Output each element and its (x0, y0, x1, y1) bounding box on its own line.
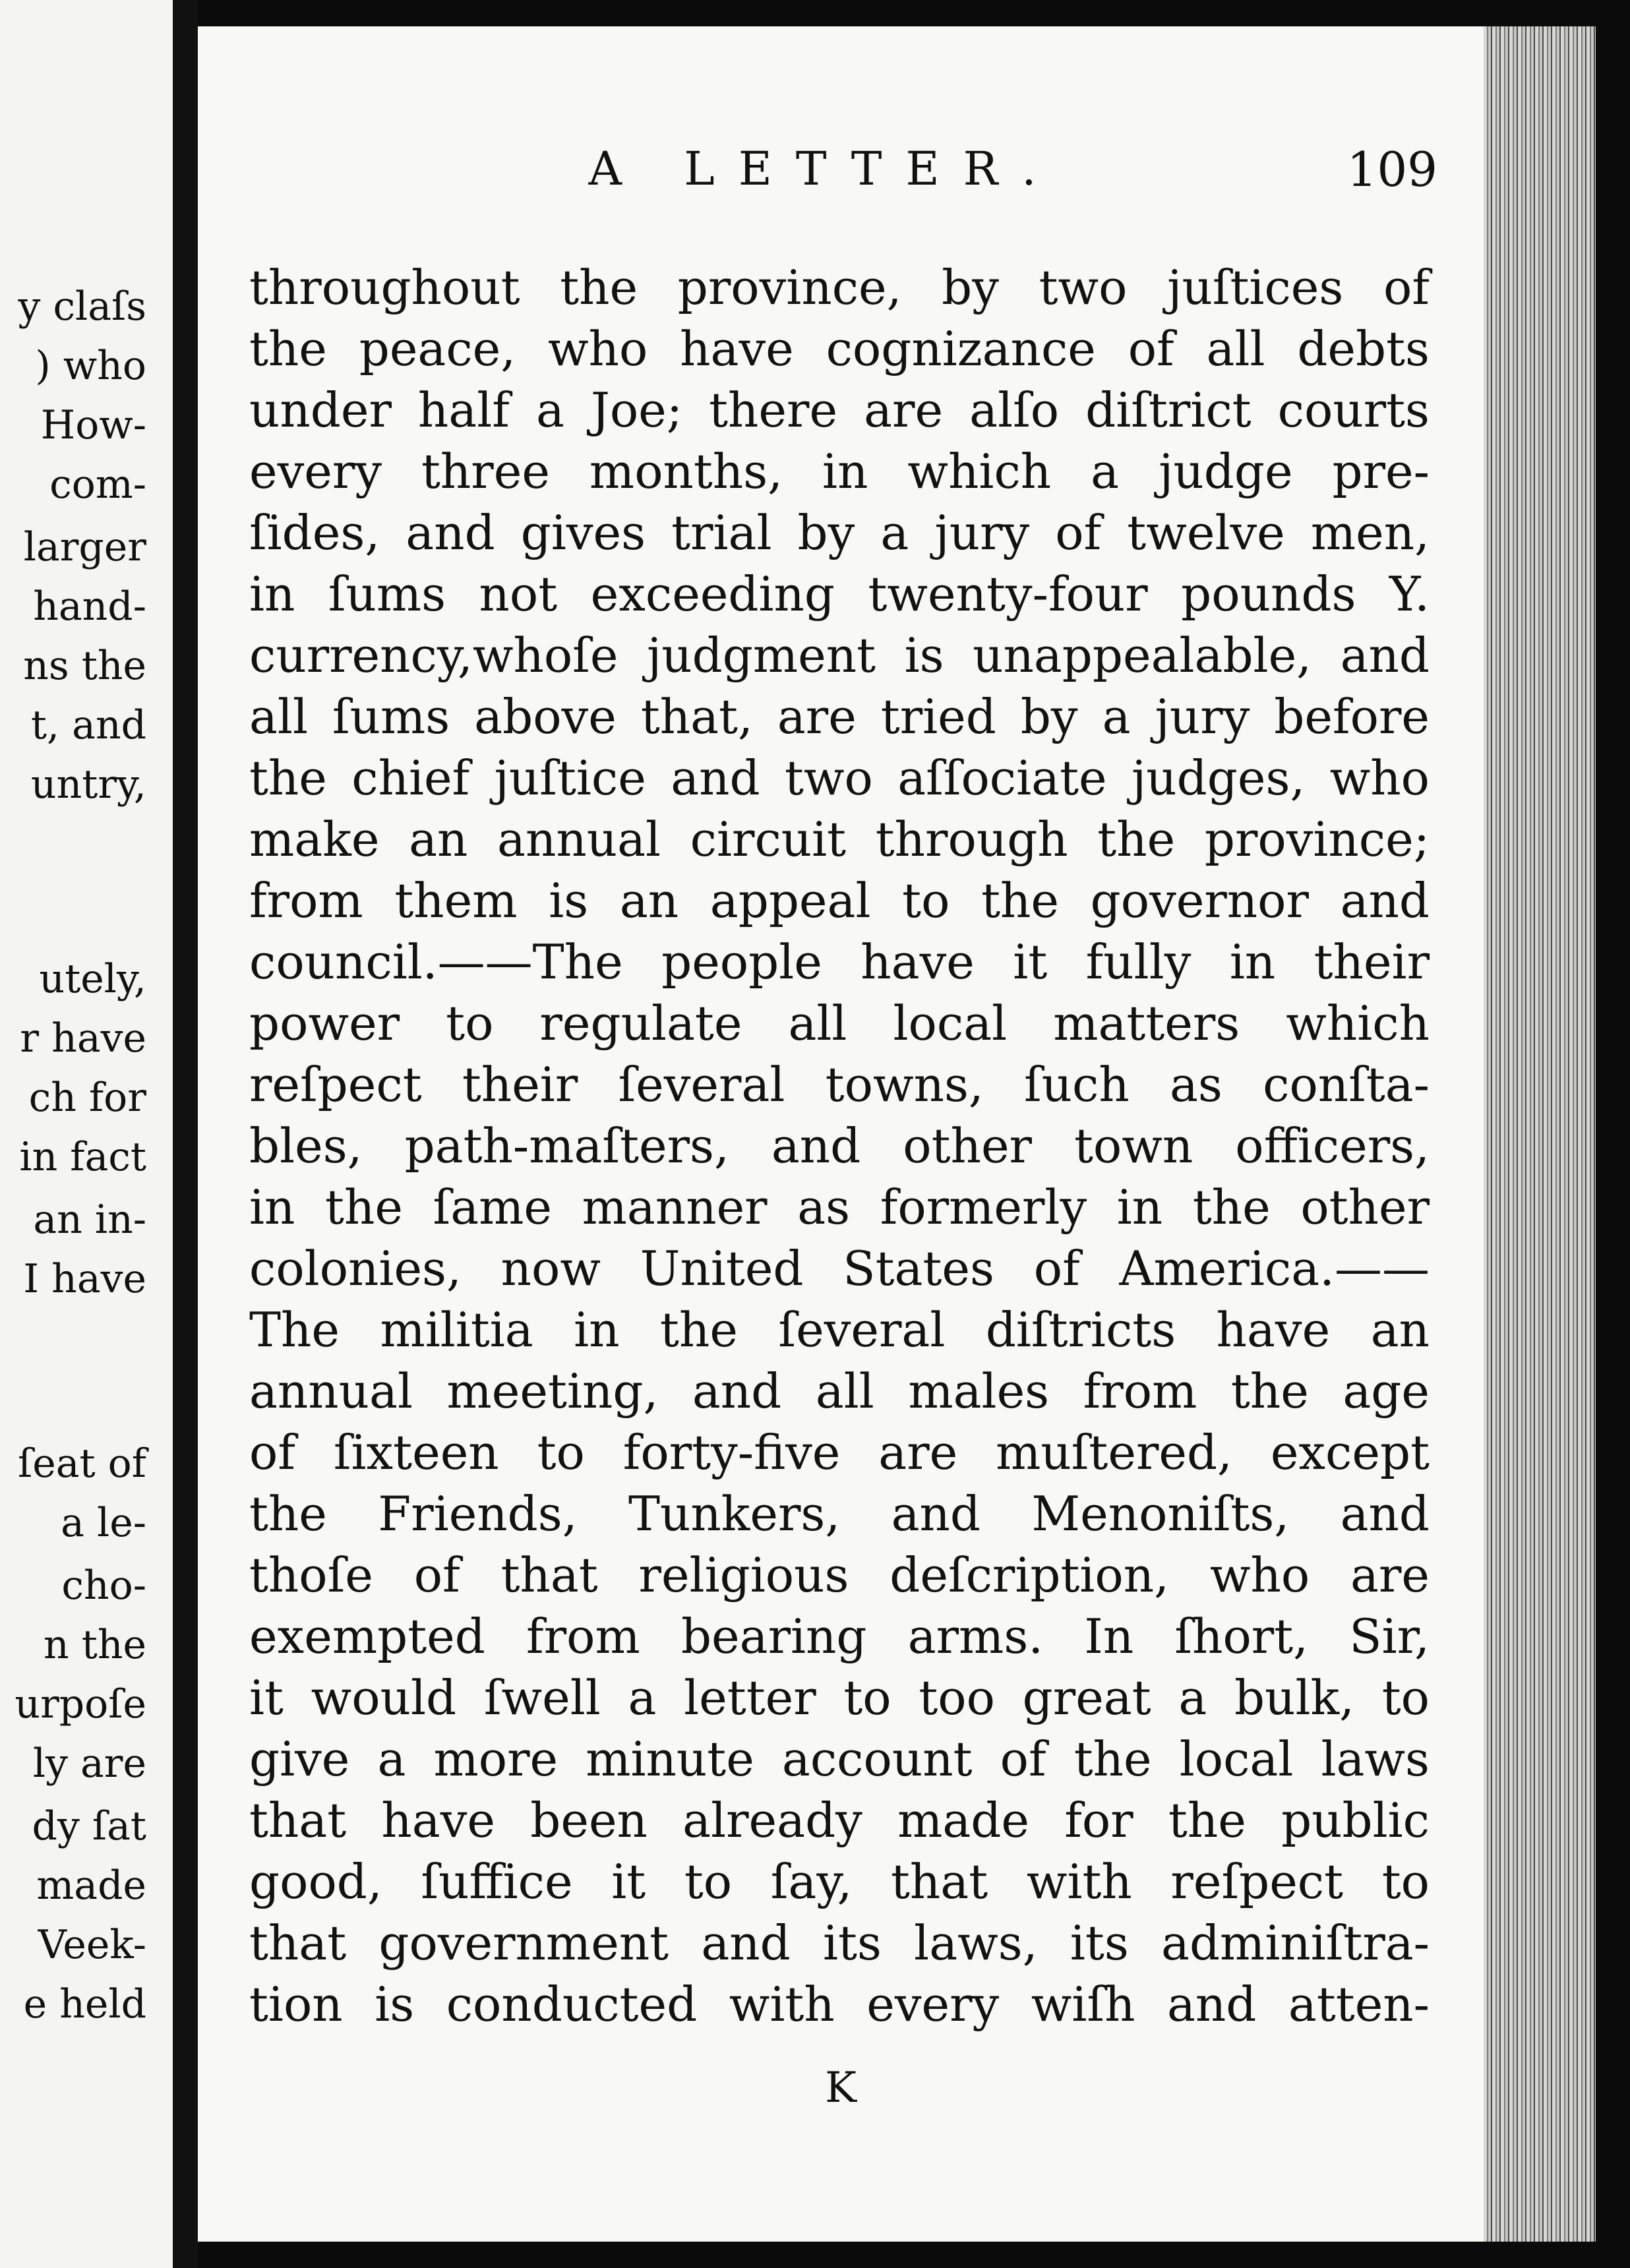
text-line: it would ſwell a letter to too great a bulk, to (249, 1670, 1430, 1725)
signature-mark: K (825, 2064, 857, 2112)
text-line: the chief juſtice and two aſſociate judges, who (249, 750, 1430, 806)
left-page-fragment: r have (20, 1015, 146, 1061)
left-page-fragment: hand- (33, 583, 146, 630)
left-page-fragment: n the (44, 1622, 146, 1668)
text-line: tion is conducted with every wiſh and atten- (249, 1977, 1430, 2032)
running-title: A LETTER. (588, 142, 1060, 196)
left-page-fragment: Veek- (38, 1922, 146, 1968)
left-page-fragment: dy ſat (32, 1803, 146, 1849)
left-page-fragment: y claſs (18, 284, 146, 330)
text-line: exempted from bearing arms. In ſhort, Sir, (249, 1609, 1430, 1664)
text-line: ſides, and gives trial by a jury of twelve men, (249, 505, 1430, 560)
left-facing-page (0, 0, 173, 2268)
left-page-fragment: com- (49, 462, 146, 508)
left-page-fragment: an in- (33, 1197, 146, 1243)
text-line: The militia in the ſeveral diſtricts have an (249, 1302, 1430, 1358)
left-page-fragment: I have (23, 1256, 146, 1302)
text-line: that have been already made for the public (249, 1793, 1430, 1848)
left-page-fragment: ns the (23, 643, 146, 689)
left-page-fragment: made (36, 1863, 146, 1909)
page-edges (1484, 26, 1596, 2242)
left-page-fragment: larger (23, 524, 146, 570)
text-line: annual meeting, and all males from the age (249, 1363, 1430, 1419)
text-line: in the ſame manner as formerly in the other (249, 1179, 1430, 1235)
text-line: give a more minute account of the local laws (249, 1731, 1430, 1787)
body-text (249, 257, 1430, 2035)
text-line: currency,whoſe judgment is unappealable, and (249, 628, 1430, 683)
left-page-fragment: ) who (35, 343, 146, 389)
left-page-fragment: untry, (30, 761, 146, 808)
text-line: that government and its laws, its adminiſtra- (249, 1915, 1430, 1971)
text-line: colonies, now United States of America.—— (249, 1241, 1430, 1296)
text-line: of ſixteen to forty-five are muſtered, except (249, 1425, 1430, 1480)
text-line: council.——The people have it fully in their (249, 934, 1430, 990)
left-page-fragment: utely, (39, 956, 146, 1002)
text-line: make an annual circuit through the province; (249, 812, 1430, 867)
left-page-fragment: urpoſe (15, 1681, 146, 1727)
text-line: thoſe of that religious deſcription, who are (249, 1547, 1430, 1603)
text-line: the peace, who have cognizance of all debts (249, 321, 1430, 376)
left-page-fragment: ch for (28, 1075, 146, 1121)
left-page-fragment: ly are (32, 1741, 146, 1787)
text-line: power to regulate all local matters which (249, 996, 1430, 1051)
left-page-fragment: e held (23, 1981, 146, 2027)
book-page (198, 26, 1484, 2242)
text-line: good, ſuffice it to ſay, that with reſpect to (249, 1854, 1430, 1909)
text-line: throughout the province, by two juſtices of (249, 260, 1430, 315)
left-page-fragment: in fact (19, 1134, 146, 1180)
text-line: bles, path-maſters, and other town officers, (249, 1118, 1430, 1174)
text-line: every three months, in which a judge pre- (249, 444, 1430, 499)
page-number: 109 (1346, 142, 1437, 197)
book-gutter (173, 0, 198, 2268)
left-page-fragment: ſeat of (18, 1441, 146, 1487)
left-page-fragment: t, and (30, 702, 146, 748)
left-page-fragment: a le- (61, 1500, 146, 1546)
text-line: in ſums not exceeding twenty-four pounds Y. (249, 566, 1430, 622)
text-line: all ſums above that, are tried by a jury before (249, 689, 1430, 744)
text-line: reſpect their ſeveral towns, ſuch as conſta- (249, 1057, 1430, 1112)
left-page-fragment: How- (40, 402, 146, 448)
text-line: the Friends, Tunkers, and Menoniſts, and (249, 1486, 1430, 1541)
text-line: from them is an appeal to the governor and (249, 873, 1430, 928)
left-page-fragment: cho- (61, 1563, 146, 1609)
text-line: under half a Joe; there are alſo diſtrict courts (249, 382, 1430, 438)
